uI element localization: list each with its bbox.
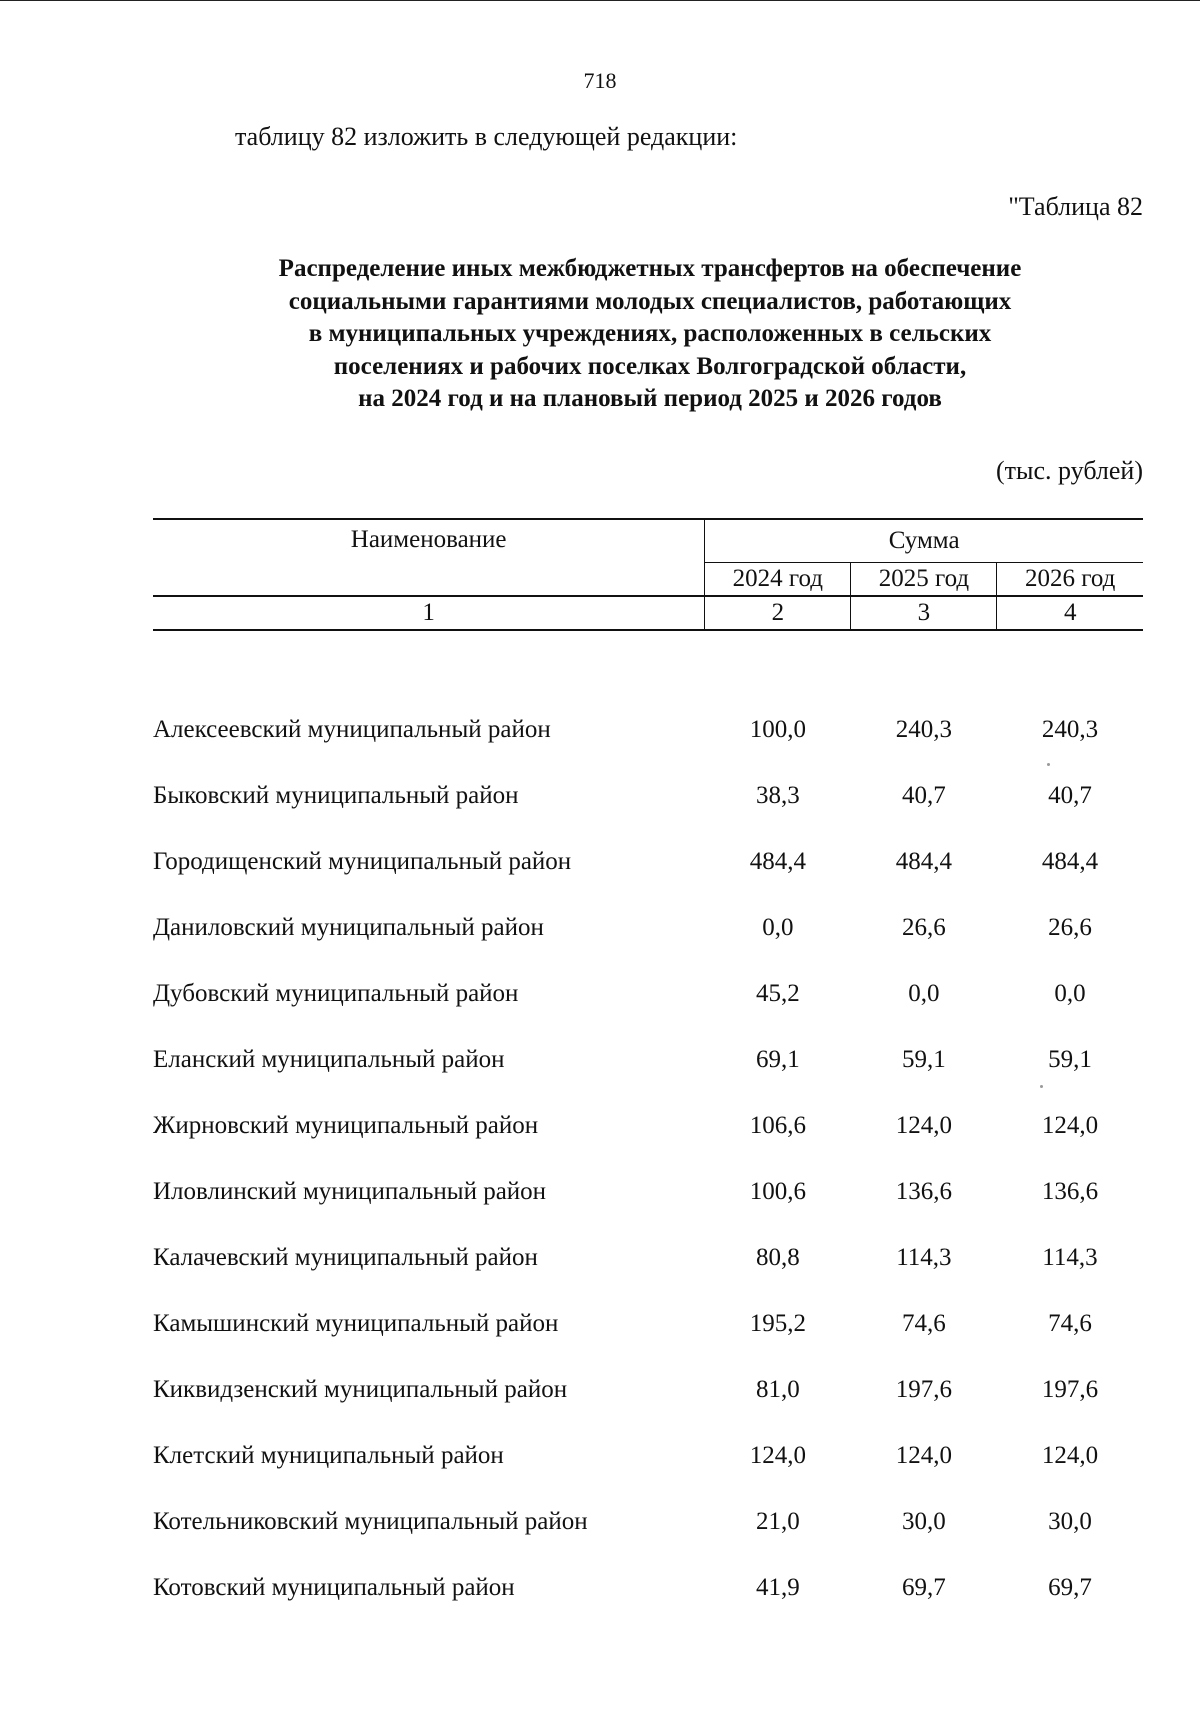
value-2025: 59,1 — [902, 1046, 946, 1073]
row-name: Дубовский муниципальный район — [153, 980, 519, 1007]
value-2024: 106,6 — [749, 1112, 806, 1139]
value-2024: 80,8 — [755, 1244, 800, 1271]
value-2026: 40,7 — [1048, 782, 1092, 809]
table-row — [153, 1357, 1143, 1423]
value-2026: 69,7 — [1048, 1574, 1092, 1601]
scan-speck — [1040, 1085, 1043, 1088]
table-row — [153, 1423, 1143, 1489]
header-name: Наименование — [153, 519, 705, 596]
row-name: Клетский муниципальный район — [153, 1442, 504, 1469]
table-row — [153, 1555, 1143, 1621]
value-2026: 0,0 — [1054, 980, 1086, 1007]
value-2026: 26,6 — [1048, 914, 1092, 941]
value-2026: 114,3 — [1042, 1244, 1098, 1271]
value-2026: 30,0 — [1048, 1508, 1092, 1535]
value-2026: 484,4 — [1041, 848, 1099, 875]
row-name: Котовский муниципальный район — [153, 1574, 515, 1601]
value-2025: 197,6 — [895, 1376, 953, 1403]
value-2026: 197,6 — [1041, 1376, 1099, 1403]
header-year-2025: 2025 год — [851, 563, 997, 597]
document-title — [140, 253, 1160, 416]
row-name: Жирновский муниципальный район — [153, 1112, 539, 1139]
table-row — [153, 1225, 1143, 1291]
value-2024: 45,2 — [755, 980, 800, 1007]
value-2025: 69,7 — [902, 1574, 946, 1601]
value-2025: 30,0 — [902, 1508, 946, 1535]
value-2025: 40,7 — [902, 782, 946, 809]
value-2024: 41,9 — [755, 1574, 800, 1601]
row-name: Камышинский муниципальный район — [153, 1310, 559, 1337]
table-row — [153, 961, 1143, 1027]
header-year-2024: 2024 год — [705, 563, 851, 597]
table-row — [153, 763, 1143, 829]
value-2024: 69,1 — [755, 1046, 800, 1073]
value-2024: 81,0 — [755, 1376, 800, 1403]
intro-text: таблицу 82 изложить в следующей редакции: — [235, 122, 738, 151]
row-name: Еланский муниципальный район — [153, 1046, 505, 1073]
row-name: Киквидзенский муниципальный район — [153, 1376, 568, 1403]
value-2026: 240,3 — [1041, 716, 1099, 743]
value-2024: 124,0 — [749, 1442, 806, 1469]
value-2025: 114,3 — [896, 1244, 952, 1271]
value-2024: 100,6 — [749, 1178, 806, 1205]
value-2026: 59,1 — [1048, 1046, 1092, 1073]
table-row — [153, 895, 1143, 961]
value-2026: 124,0 — [1041, 1112, 1099, 1139]
row-name: Быковский муниципальный район — [153, 782, 519, 809]
value-2025: 484,4 — [895, 848, 953, 875]
value-2024: 0,0 — [762, 914, 794, 941]
scan-top-edge-rule — [0, 0, 1200, 1]
units-label: (тыс. рублей) — [995, 456, 1143, 485]
value-2024: 38,3 — [755, 782, 800, 809]
header-row — [153, 519, 1143, 563]
header-year-2026: 2026 год — [997, 563, 1143, 597]
row-name: Котельниковский муниципальный район — [153, 1508, 588, 1535]
value-2025: 124,0 — [895, 1112, 953, 1139]
page-number: 718 — [583, 68, 617, 93]
value-2025: 240,3 — [895, 716, 953, 743]
table-label: "Таблица 82 — [1008, 192, 1143, 221]
row-name: Алексеевский муниципальный район — [153, 716, 551, 743]
value-2026: 74,6 — [1048, 1310, 1092, 1337]
value-2024: 100,0 — [749, 716, 806, 743]
table-row — [153, 1093, 1143, 1159]
row-name: Даниловский муниципальный район — [153, 914, 544, 941]
column-numbers-row — [153, 596, 1143, 630]
value-2025: 74,6 — [902, 1310, 946, 1337]
row-name: Калачевский муниципальный район — [153, 1244, 538, 1271]
header-sum: Сумма — [705, 519, 1143, 563]
column-number: 3 — [851, 596, 997, 630]
title-line: на 2024 год и на плановый период 2025 и 2026 годов — [358, 385, 942, 412]
table-row — [153, 1291, 1143, 1357]
value-2025: 0,0 — [908, 980, 940, 1007]
value-2024: 484,4 — [749, 848, 806, 875]
table-row — [153, 1159, 1143, 1225]
value-2025: 124,0 — [895, 1442, 953, 1469]
transfers-table — [153, 518, 1143, 1621]
value-2025: 26,6 — [902, 914, 946, 941]
value-2024: 195,2 — [749, 1310, 806, 1337]
column-number: 4 — [997, 596, 1143, 630]
row-name: Иловлинский муниципальный район — [153, 1178, 547, 1205]
table-row — [153, 829, 1143, 895]
title-line: поселениях и рабочих поселках Волгоградской области, — [333, 352, 967, 380]
value-2024: 21,0 — [755, 1508, 800, 1535]
value-2026: 124,0 — [1041, 1442, 1099, 1469]
title-line: в муниципальных учреждениях, расположенных в сельских — [308, 320, 992, 347]
table-row — [153, 697, 1143, 763]
scan-speck — [1047, 763, 1050, 766]
table-row — [153, 1489, 1143, 1555]
title-line: социальными гарантиями молодых специалистов, работающих — [288, 287, 1012, 315]
value-2026: 136,6 — [1041, 1178, 1099, 1205]
table-row — [153, 1027, 1143, 1093]
column-number: 2 — [705, 596, 851, 630]
value-2025: 136,6 — [895, 1178, 953, 1205]
row-name: Городищенский муниципальный район — [153, 848, 572, 875]
column-number: 1 — [153, 596, 705, 630]
title-line: Распределение иных межбюджетных трансфертов на обеспечение — [278, 255, 1022, 282]
